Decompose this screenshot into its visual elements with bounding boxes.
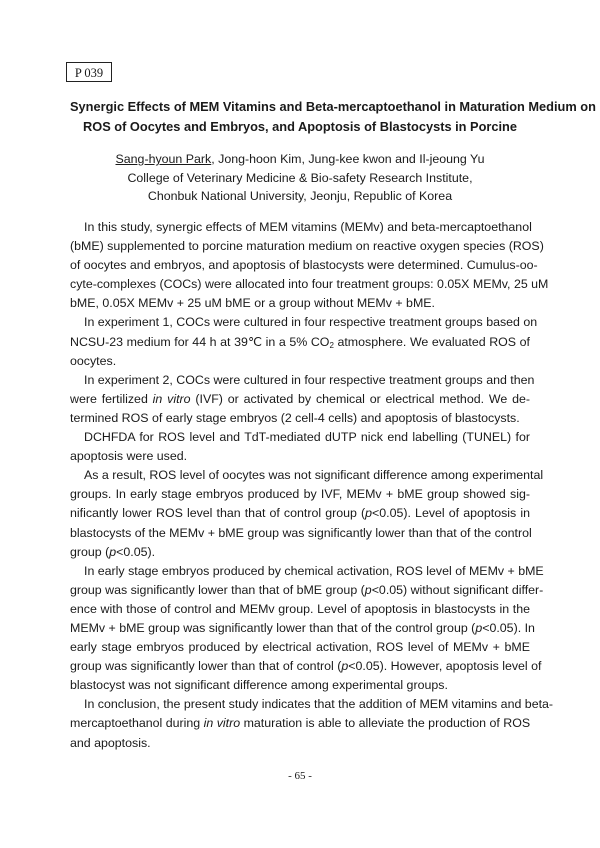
body-line: In early stage embryos produced by chemical activation, ROS level of MEMv + bME (84, 563, 544, 578)
italic-text: p (365, 506, 373, 521)
body-line (70, 619, 535, 638)
body-text: maturation is able to alleviate the production of ROS (240, 716, 531, 731)
body-text: <0.05). However, apoptosis level of (348, 659, 542, 674)
body-text: (IVF) or activated by chemical or electrical method. We de- (190, 391, 530, 406)
body-line (70, 504, 530, 523)
body-text: group was significantly lower than that of bME group ( (70, 582, 365, 597)
body-text: group ( (70, 544, 110, 559)
body-line: of oocytes and embryos, and apoptosis of blastocysts were determined. Cumulus-oo- (70, 258, 538, 273)
body-line (70, 657, 542, 676)
body-line: (bME) supplemented to porcine maturation medium on reactive oxygen species (ROS) (70, 239, 544, 254)
italic-text: p (109, 544, 117, 559)
co-authors: , Jong-hoon Kim, Jung-kee kwon and Il-jeoung Yu (211, 152, 485, 166)
italic-text: p (341, 659, 349, 674)
affiliation-line: Chonbuk National University, Jeonju, Republic of Korea (147, 189, 453, 203)
abstract-title (70, 97, 596, 137)
body-line (70, 581, 544, 600)
affiliation-line: College of Veterinary Medicine & Bio-safety Research Institute, (127, 170, 473, 185)
body-text: <0.05). (116, 544, 156, 559)
body-line: In this study, synergic effects of MEM vitamins (MEMv) and beta-mercaptoethanol (84, 220, 532, 234)
subscript: 2 (329, 340, 334, 350)
body-text: atmosphere. We evaluated ROS of (333, 334, 530, 349)
body-line (70, 333, 530, 352)
body-text: nificantly lower ROS level than that of control group ( (70, 506, 366, 521)
body-text: mercaptoethanol during (70, 716, 204, 731)
body-text: <0.05). In (482, 620, 535, 635)
body-line: early stage embryos produced by electrical activation, ROS level of MEMv + bME (70, 640, 530, 655)
body-line: apoptosis were used. (70, 449, 188, 464)
body-line: and apoptosis. (70, 735, 151, 750)
body-text: <0.05) without significant differ- (371, 582, 544, 597)
body-line: In conclusion, the present study indicates that the addition of MEM vitamins and beta- (84, 697, 554, 712)
body-line (70, 543, 530, 562)
author-line (70, 150, 530, 169)
poster-id-box: P 039 (66, 62, 112, 82)
body-text: were fertilized (70, 391, 153, 406)
body-line: groups. In early stage embryos produced by IVF, MEMv + bME group showed sig- (70, 487, 530, 502)
italic-text: in vitro (203, 716, 241, 731)
italic-text: p (475, 620, 483, 635)
italic-text: in vitro (152, 391, 191, 406)
body-line: blastocyst was not significant difference among experimental groups. (70, 678, 448, 693)
body-line: termined ROS of early stage embryos (2 cell-4 cells) and apoptosis of blastocysts. (70, 410, 520, 425)
body-line: oocytes. (70, 353, 117, 368)
body-line: In experiment 2, COCs were cultured in four respective treatment groups and then (84, 372, 535, 387)
body-line: DCHFDA for ROS level and TdT-mediated dUTP nick end labelling (TUNEL) for (84, 430, 530, 445)
body-line (70, 390, 530, 409)
body-text: NCSU-23 medium for 44 h at 39℃ in a 5% CO (70, 334, 330, 349)
body-text: MEMv + bME group was significantly lower than that of the control group ( (70, 620, 476, 635)
body-line: bME, 0.05X MEMv + 25 uM bME or a group without MEMv + bME. (70, 296, 435, 311)
title-line: Synergic Effects of MEM Vitamins and Beta-mercaptoethanol in Maturation Medium on (70, 99, 596, 114)
body-line (70, 714, 530, 733)
title-line: ROS of Oocytes and Embryos, and Apoptosis of Blastocysts in Porcine (83, 119, 517, 134)
body-text: <0.05). Level of apoptosis in (372, 506, 530, 521)
page-number: - 65 - (288, 770, 312, 782)
presenting-author: Sang-hyoun Park (115, 152, 212, 166)
body-line: blastocysts of the MEMv + bME group was significantly lower than that of the control (70, 525, 532, 540)
body-line: As a result, ROS level of oocytes was not significant difference among experimental (84, 468, 544, 483)
body-line: ence with those of control and MEMv group. Level of apoptosis in blastocysts in the (70, 601, 530, 616)
body-line: In experiment 1, COCs were cultured in four respective treatment groups based on (84, 315, 538, 330)
body-line: cyte-complexes (COCs) were allocated into four treatment groups: 0.05X MEMv, 25 uM (70, 277, 549, 292)
author-block (70, 150, 530, 206)
abstract-body (70, 218, 554, 753)
italic-text: p (364, 582, 372, 597)
body-text: group was significantly lower than that of control ( (70, 659, 342, 674)
